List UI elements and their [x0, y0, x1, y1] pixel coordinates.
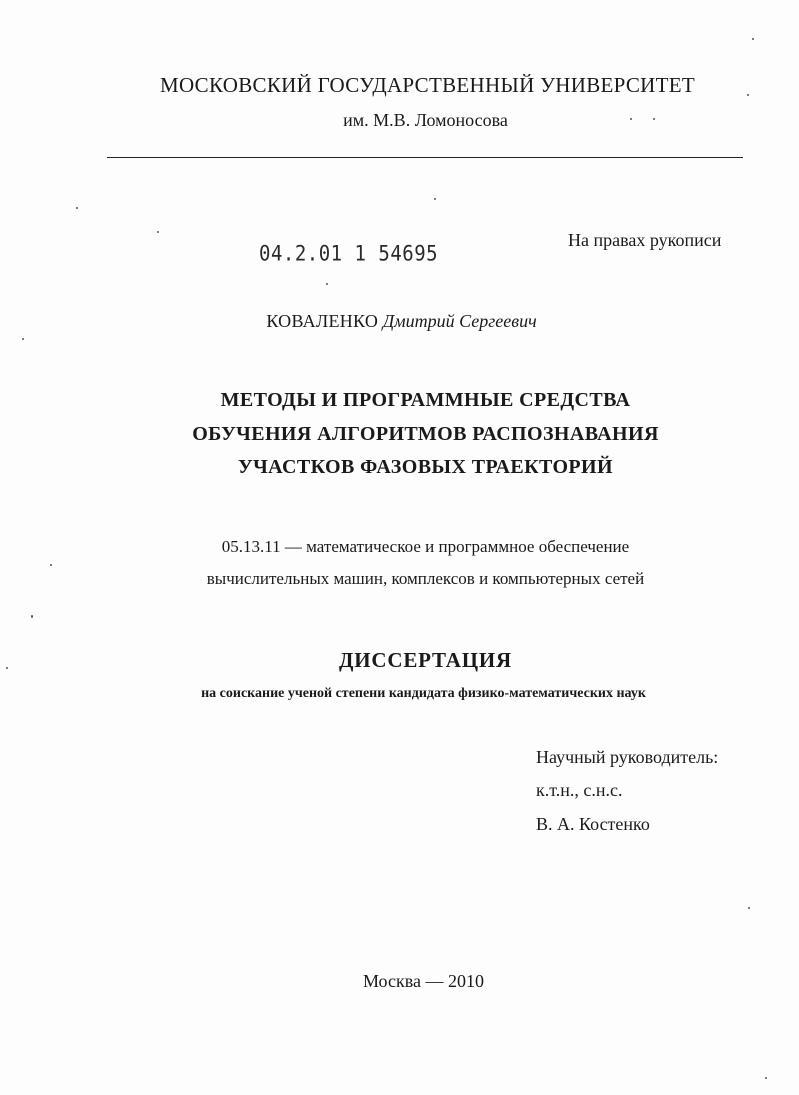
supervisor-name: В. А. Костенко: [536, 814, 650, 834]
thesis-title-line: УЧАСТКОВ ФАЗОВЫХ ТРАЕКТОРИЙ: [238, 456, 613, 478]
city-year: Москва — 2010: [363, 971, 484, 991]
university-name: МОСКОВСКИЙ ГОСУДАРСТВЕННЫЙ УНИВЕРСИТЕТ: [159, 73, 696, 97]
author-surname: КОВАЛЕНКО: [266, 311, 379, 331]
thesis-title-line: МЕТОДЫ И ПРОГРАММНЫЕ СРЕДСТВА: [220, 389, 631, 411]
scan-speck: [157, 231, 159, 233]
university-named-after: им. М.В. Ломоносова: [343, 110, 508, 130]
supervisor-label: Научный руководитель:: [536, 747, 719, 767]
specialty-line: 05.13.11 — математическое и программное обеспечение: [221, 537, 630, 556]
specialty-line: вычислительных машин, комплексов и компьютерных сетей: [206, 569, 645, 588]
registration-stamp: 04.2.01 1 54695: [259, 241, 439, 267]
scan-speck: [748, 907, 750, 909]
scan-speck: [653, 118, 655, 120]
scan-speck: [76, 207, 78, 209]
manuscript-rights-note: На правах рукописи: [568, 230, 722, 250]
scan-speck: [31, 615, 33, 618]
scan-speck: [326, 283, 328, 285]
supervisor-credentials: к.т.н., с.н.с.: [536, 780, 623, 800]
degree-statement: на соискание ученой степени кандидата физико-математических наук: [201, 686, 646, 701]
scan-speck: [22, 338, 24, 340]
scan-speck: [765, 1077, 767, 1079]
thesis-title-line: ОБУЧЕНИЯ АЛГОРИТМОВ РАСПОЗНАВАНИЯ: [192, 423, 659, 445]
scan-speck: [434, 198, 436, 200]
scan-speck: [6, 667, 8, 669]
author-given-names: Дмитрий Сергеевич: [382, 311, 537, 331]
scan-speck: [630, 118, 632, 120]
header-divider: [107, 157, 743, 158]
document-type: ДИССЕРТАЦИЯ: [339, 648, 512, 672]
scan-speck: [50, 564, 52, 566]
scan-speck: [752, 38, 754, 40]
scan-speck: [747, 94, 749, 96]
author-name: [2, 311, 799, 332]
